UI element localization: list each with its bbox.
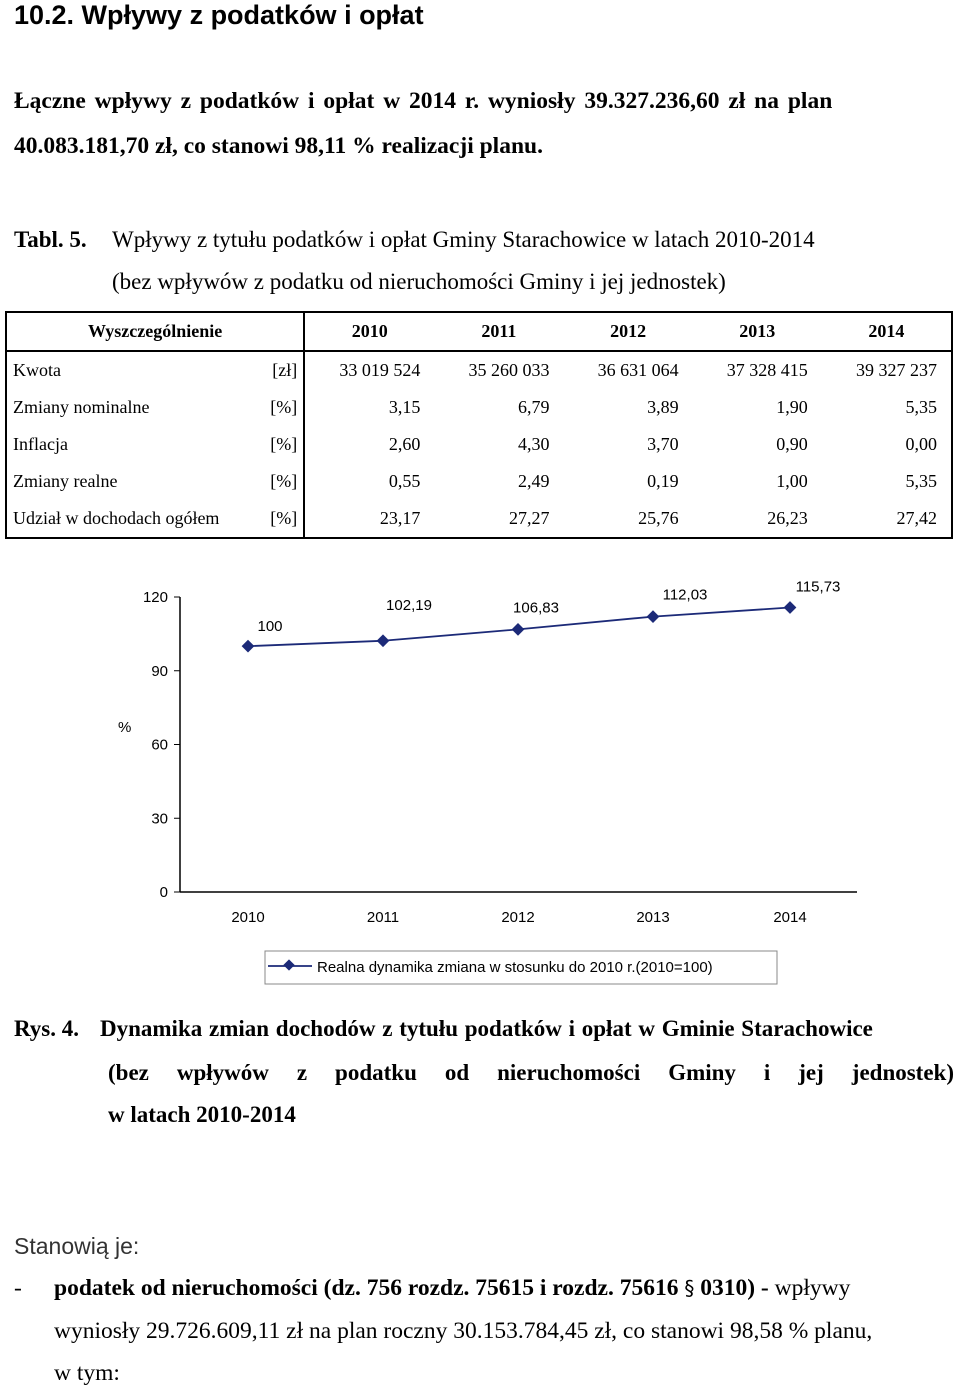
header-year: 2014	[822, 312, 952, 351]
list-item-line-1	[54, 1275, 954, 1302]
row-label: Kwota	[13, 360, 61, 380]
table-caption-line-2	[112, 269, 726, 295]
cell-value: 1,00	[776, 471, 808, 491]
cell-value: 27,42	[896, 508, 937, 528]
row-label: Zmiany nominalne	[13, 397, 150, 417]
list-item-line-2: wyniosły 29.726.609,11 zł na plan roczny 30.153.784,45 zł, co stanowi 98,58 % planu,	[54, 1318, 873, 1344]
chart-svg	[0, 560, 960, 1000]
row-unit: [%]	[243, 389, 304, 426]
table-row	[6, 389, 952, 426]
header-year: 2010	[304, 312, 434, 351]
y-tick-label: 120	[142, 589, 168, 606]
cell-value: 33 019 524	[339, 360, 421, 380]
intro-line-2: 40.083.181,70 zł, co stanowi 98,11 % realizacji planu.	[14, 133, 543, 159]
data-label: 106,83	[513, 599, 559, 617]
section-sign-icon: §	[684, 1276, 695, 1300]
table-caption-label: Tabl. 5.	[14, 227, 87, 252]
list-bullet: -	[14, 1275, 22, 1301]
y-tick-label: 60	[151, 736, 168, 754]
x-tick-label: 2013	[636, 909, 670, 926]
data-label: 100	[257, 618, 283, 636]
row-unit: [%]	[243, 463, 304, 500]
cell-value: 36 631 064	[597, 360, 679, 380]
cell-value: 5,35	[905, 397, 937, 417]
figure-caption-line-2: (bez wpływów z podatku od nieruchomości Gminy i jej jednostek)	[108, 1060, 954, 1085]
tax-table	[5, 311, 953, 539]
table-row	[6, 426, 952, 463]
data-point-marker	[377, 634, 390, 647]
row-unit: [zł]	[243, 351, 304, 389]
y-tick-label: 30	[151, 810, 168, 828]
cell-value: 0,90	[776, 434, 808, 454]
table-caption-line-1	[112, 227, 815, 253]
dynamics-chart	[0, 560, 960, 1000]
list-item-bold: podatek od nieruchomości (dz. 756 rozdz. 75615 i rozdz. 75616	[54, 1275, 679, 1301]
data-point-marker	[242, 640, 255, 653]
table-header-row	[6, 312, 952, 351]
table-row	[6, 351, 952, 389]
intro-line-1: Łączne wpływy z podatków i opłat w 2014 r. wyniosły 39.327.236,60 zł na plan	[14, 88, 833, 114]
table-row	[6, 500, 952, 538]
legend-label: Realna dynamika zmiana w stosunku do 2010 r.(2010=100)	[317, 959, 713, 976]
cell-value: 35 260 033	[468, 360, 550, 380]
cell-value: 37 328 415	[726, 360, 808, 380]
cell-value: 39 327 237	[856, 360, 937, 380]
y-tick-label: 0	[159, 884, 168, 901]
cell-value: 0,55	[388, 471, 421, 491]
cell-value: 0,19	[647, 471, 679, 491]
cell-value: 2,49	[518, 471, 550, 491]
list-item-code: 0310) -	[700, 1275, 769, 1301]
cell-value: 27,27	[509, 508, 550, 528]
cell-value: 0,00	[905, 434, 937, 454]
row-unit: [%]	[243, 500, 304, 538]
x-tick-label: 2011	[366, 909, 400, 926]
row-unit: [%]	[243, 426, 304, 463]
header-label: Wyszczególnienie	[6, 312, 304, 351]
cell-value: 23,17	[379, 508, 421, 528]
list-item-rest: wpływy	[774, 1275, 851, 1301]
row-label: Udział w dochodach ogółem	[13, 508, 220, 528]
row-label: Zmiany realne	[13, 471, 118, 491]
x-tick-label: 2010	[231, 909, 265, 926]
cell-value: 4,30	[518, 434, 550, 454]
data-label: 115,73	[795, 578, 841, 596]
row-label: Inflacja	[13, 434, 68, 454]
y-tick-label: 90	[151, 662, 168, 680]
header-year: 2013	[693, 312, 822, 351]
cell-value: 3,89	[647, 397, 679, 417]
x-tick-label: 2012	[501, 909, 535, 926]
cell-value: 3,70	[647, 434, 679, 454]
header-year: 2012	[564, 312, 693, 351]
cell-value: 1,90	[776, 397, 808, 417]
data-point-marker	[647, 610, 660, 623]
table-row	[6, 463, 952, 500]
cell-value: 6,79	[518, 397, 550, 417]
header-year: 2011	[434, 312, 563, 351]
data-point-marker	[784, 601, 797, 614]
figure-caption-line-3: w latach 2010-2014	[108, 1102, 296, 1127]
table-caption-text-2: (bez wpływów z podatku od nieruchomości Gminy i jej jednostek)	[112, 269, 726, 294]
cell-value: 2,60	[388, 434, 421, 454]
figure-caption-label: Rys. 4.	[14, 1016, 80, 1041]
list-intro: Stanowią je:	[14, 1233, 140, 1259]
data-point-marker	[512, 623, 525, 636]
cell-value: 25,76	[638, 508, 679, 528]
cell-value: 26,23	[767, 508, 808, 528]
x-tick-label: 2014	[773, 909, 807, 926]
list-item-line-3: w tym:	[54, 1360, 120, 1386]
table-caption-text: Wpływy z tytułu podatków i opłat Gminy Starachowice w latach 2010-2014	[112, 227, 815, 252]
cell-value: 5,35	[905, 471, 937, 491]
cell-value: 3,15	[388, 397, 421, 417]
y-axis-label: %	[118, 719, 132, 736]
data-label: 102,19	[386, 596, 432, 614]
data-label: 112,03	[662, 586, 708, 604]
section-heading: 10.2. Wpływy z podatków i opłat	[14, 0, 424, 30]
figure-caption-line-1: Dynamika zmian dochodów z tytułu podatków i opłat w Gminie Starachowice	[100, 1016, 873, 1041]
